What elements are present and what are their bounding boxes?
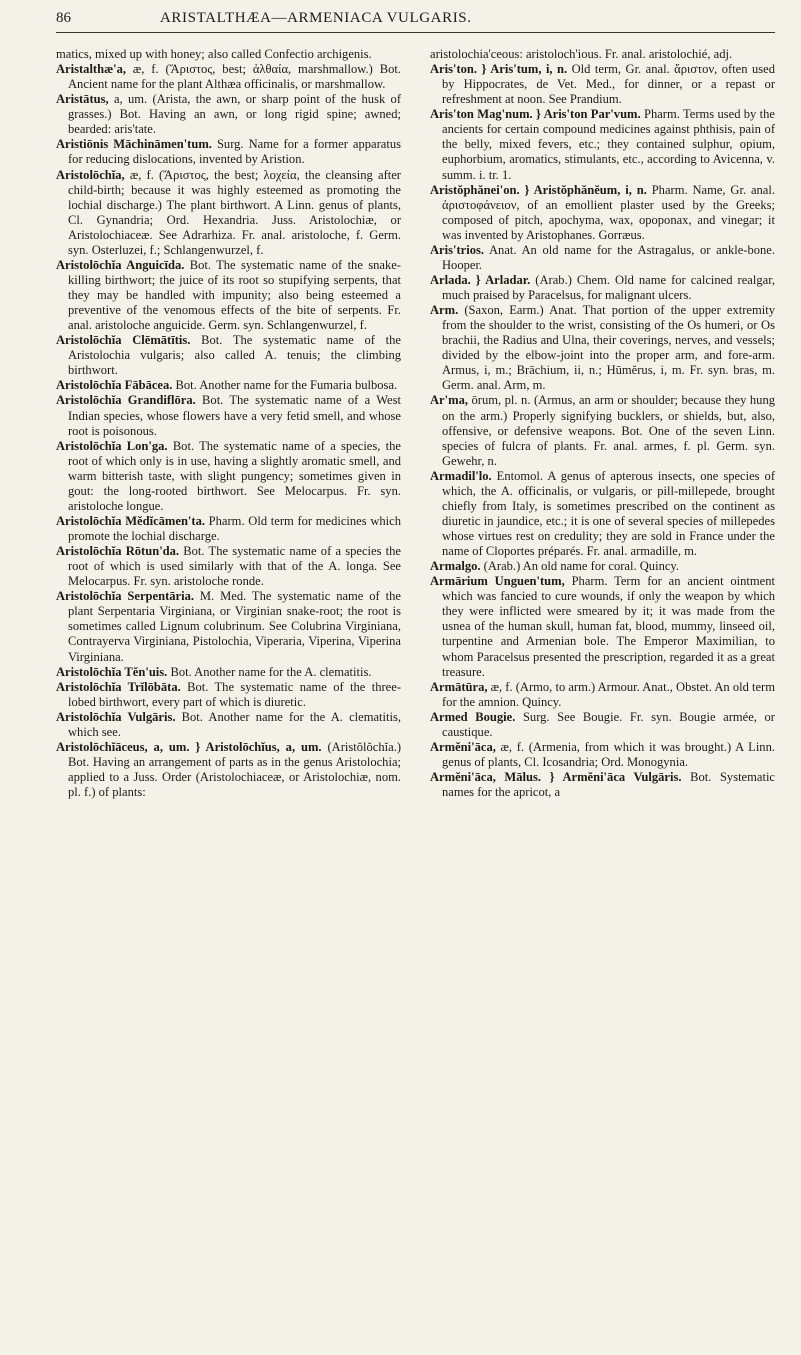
entry-headword: Aristolōchĭa Tĕn'uis. bbox=[56, 664, 168, 679]
dictionary-entry bbox=[56, 92, 401, 137]
entry-definition: Bot. The systematic name of a species, the root of which only is in use, having a slightly aromatic smell, and warm bitterish taste, with slight pungency; sometimes given in gout: the long-rooted birthwort. See Melocarpus. Fr. syn. aristoloche longue. bbox=[68, 438, 401, 513]
dictionary-entry bbox=[56, 168, 401, 258]
entry-headword: Aristolōchĭa Clēmātītis. bbox=[56, 333, 191, 348]
dictionary-entry bbox=[56, 47, 401, 62]
entry-definition: Bot. Another name for the A. clematitis. bbox=[167, 664, 372, 679]
entry-headword: Aristolōchĭa Fābācea. bbox=[56, 378, 173, 393]
entry-headword: Ar'ma, bbox=[430, 393, 468, 408]
entry-headword: Armalgo. bbox=[430, 559, 481, 574]
dictionary-entry bbox=[430, 469, 775, 559]
entry-headword: Aristolōchĭa Lon'ga. bbox=[56, 438, 168, 453]
entry-headword: Aristolōchĭa Mĕdĭcāmen'ta. bbox=[56, 513, 205, 528]
entry-headword: Aristolōchĭa Trĭlōbāta. bbox=[56, 679, 181, 694]
dictionary-entry bbox=[430, 183, 775, 243]
entry-definition: Pharm. Term for an ancient ointment which was fancied to cure wounds, if only the weapon by which they were inflicted were smeared by it; it was made from the usnea of the human skull, human fat, blood, mummy, linseed oil, turpentine and Armenian bole. The Emperor Maximilian, to whom Paracelsus presented the prescription, regarded it as a great treasure. bbox=[442, 574, 776, 679]
right-column bbox=[430, 47, 775, 800]
entry-definition: Bot. Another name for the A. clematitis, which see. bbox=[68, 709, 401, 739]
entry-definition: (Arab.) An old name for coral. Quincy. bbox=[480, 559, 680, 574]
entry-headword: Aris'ton Mag'num. } Aris'ton Par'vum. bbox=[430, 107, 641, 122]
entry-definition: Pharm. Name, Gr. anal. ἀριστοφάνειον, of an emollient plaster used by the Greeks; composed of pitch, apochyma, wax, opoponax, and vinegar; it was invented by Aristophanes. Gorræus. bbox=[442, 182, 775, 242]
dictionary-entry bbox=[430, 710, 775, 740]
dictionary-entry bbox=[56, 544, 401, 589]
dictionary-entry bbox=[56, 514, 401, 544]
entry-definition: æ, f. (Ἄριστος, best; ἀλθαία, marshmallow.) Bot. Ancient name for the plant Althæa officinalis, or marshmallow. bbox=[68, 62, 401, 92]
entry-definition: Entomol. A genus of apterous insects, one species of which, the A. officinalis, or vulgaris, or pill-millepede, brought chiefly from Italy, is sometimes prescribed on the continent as diuretic in jaundice, etc.; it is one of several species of millepedes whose virtues rest on credulity; they are sold in France under the name of Cloportes préparés. Fr. anal. armadille, m. bbox=[442, 468, 775, 559]
entry-headword: Aristŏphănei'on. } Aristŏphănĕum, i, n. bbox=[430, 182, 647, 197]
entry-headword: Aris'ton. } Aris'tum, i, n. bbox=[430, 62, 568, 77]
entry-definition: Surg. See Bougie. Fr. syn. Bougie armée, or caustique. bbox=[442, 709, 775, 739]
entry-headword: Armĕni'āca, bbox=[430, 739, 496, 754]
dictionary-entry bbox=[430, 680, 775, 710]
entry-definition: Old term, Gr. anal. ἄριστον, often used by Hippocrates, de Vet. Med., for dinner, or a repast or refreshment at noon. See Prandium. bbox=[442, 62, 775, 107]
entry-headword: Aristolōchĭa Serpentāria. bbox=[56, 589, 194, 604]
entry-headword: Arlada. } Arladar. bbox=[430, 272, 531, 287]
entry-headword: Arm. bbox=[430, 303, 459, 318]
dictionary-entry bbox=[430, 243, 775, 273]
entry-definition: Bot. The systematic name of the snake-killing birthwort; the juice of its root so stupifying serpents, that they may be handled with impunity; also being esteemed a preventive of the venomous effects of the bite of serpents. Fr. anal. aristoloche anguicide. Germ. syn. Schlangenwurzel, f. bbox=[68, 257, 401, 333]
entry-definition: (Arab.) Chem. Old name for calcined realgar, much praised by Paracelsus, for malignant ulcers. bbox=[442, 272, 776, 302]
entry-definition: Bot. The systematic name of the Aristolochia vulgaris; also called A. tenuis; the climbing birthwort. bbox=[68, 333, 402, 378]
entry-definition: Pharm. Old term for medicines which promote the lochial discharge. bbox=[68, 513, 401, 543]
entry-headword: Aristolōchĭa, bbox=[56, 167, 125, 182]
entry-headword: Aristātus, bbox=[56, 92, 109, 107]
entry-definition: Bot. Another name for the Fumaria bulbosa. bbox=[172, 378, 398, 393]
entry-definition: Bot. The systematic name of a West Indian species, whose flowers have a very fetid smell, and whose root is poisonous. bbox=[68, 393, 401, 438]
entry-definition: (Aristŏlŏchĭa.) Bot. Having an arrangement of parts as in the genus Aristolochia; applied to a Juss. Order (Aristolochiaceæ, or Aristolochiæ, nom. pl. f.) of plants: bbox=[68, 739, 402, 800]
dictionary-entry bbox=[430, 303, 775, 393]
entry-definition: a, um. (Arista, the awn, or sharp point of the husk of grasses.) Bot. Having an awn, or long rigid spine; awned; bearded: aris'tate. bbox=[68, 92, 401, 137]
entry-headword: Armātūra, bbox=[430, 679, 488, 694]
entry-headword: Aristolōchĭāceus, a, um. } Aristolōchĭus, a, um. bbox=[56, 739, 322, 754]
running-title: ARISTALTHÆA—ARMENIACA VULGARIS. bbox=[160, 10, 472, 26]
dictionary-entry bbox=[56, 710, 401, 740]
text-columns bbox=[56, 47, 775, 800]
dictionary-entry bbox=[56, 665, 401, 680]
dictionary-entry bbox=[56, 740, 401, 800]
dictionary-entry bbox=[56, 333, 401, 378]
entry-headword: Armadil'lo. bbox=[430, 468, 492, 483]
dictionary-entry bbox=[430, 393, 775, 468]
entry-headword: Armārium Unguen'tum, bbox=[430, 574, 565, 589]
entry-headword: Armed Bougie. bbox=[430, 709, 516, 724]
entry-definition: Pharm. Terms used by the ancients for certain compound medicines against phthisis, pain of the belly, mixed fevers, etc.; they contained sulphur, opium, euphorbium, aromatics, stimulants, etc., according to Avicenna, v. summ. i. tr. 1. bbox=[442, 107, 775, 182]
dictionary-entry bbox=[430, 574, 775, 679]
dictionary-entry bbox=[56, 393, 401, 438]
entry-definition: ōrum, pl. n. (Armus, an arm or shoulder; because they hung on the arm.) Properly signifying bucklers, or shields, but, also, offensive, or defensive weapons. Bot. One of the seven Linn. species of fulcra of plants. Fr. anal. armes, f. pl. Germ. syn. Gewehr, n. bbox=[442, 393, 775, 468]
dictionary-entry bbox=[430, 62, 775, 107]
entry-definition: matics, mixed up with honey; also called Confectio archigenis. bbox=[56, 47, 372, 61]
entry-definition: (Saxon, Earm.) Anat. That portion of the upper extremity from the shoulder to the wrist, consisting of the Os humeri, or Os brachii, the Radius and Ulna, their coverings, nerves, and vessels; divided by the elbow-joint into the proper arm, and fore-arm. Armus, i, m.; Brāchium, ii, n.; Hūmĕrus, i, m. Fr. syn. bras, m. Germ. anal. Arm, m. bbox=[442, 303, 775, 393]
entry-definition: æ, f. (Ἄριστος, the best; λοχεία, the cleansing after child-birth; because it was highly esteemed as promoting the lochial discharge.) The plant birthwort. A Linn. genus of plants, Cl. Gynandria; Ord. Hexandria. Juss. Aristolochiæ, or Aristolochiaceæ. See Adrarhiza. Fr. anal. aristoloche, f. Germ. syn. Osterluzei, f.; Schlangenwurzel, f. bbox=[68, 167, 401, 257]
dictionary-entry bbox=[430, 559, 775, 574]
dictionary-entry bbox=[430, 273, 775, 303]
dictionary-entry bbox=[56, 137, 401, 167]
running-head bbox=[56, 10, 775, 33]
dictionary-entry bbox=[56, 62, 401, 92]
dictionary-entry bbox=[56, 439, 401, 514]
dictionary-entry bbox=[56, 589, 401, 664]
entry-headword: Aristolōchĭa Grandiflōra. bbox=[56, 393, 196, 408]
entry-definition: Bot. The systematic name of a species the root of which is used similarly with that of the A. longa. See Melocarpus. Fr. syn. aristoloche ronde. bbox=[68, 544, 401, 589]
dictionary-entry bbox=[430, 107, 775, 182]
entry-definition: æ, f. (Armo, to arm.) Armour. Anat., Obstet. An old term for the amnion. Quincy. bbox=[442, 679, 775, 709]
dictionary-entry bbox=[56, 680, 401, 710]
dictionary-entry bbox=[430, 47, 775, 62]
dictionary-entry bbox=[430, 770, 775, 800]
entry-definition: aristolochia'ceous: aristoloch'ious. Fr. anal. aristolochié, adj. bbox=[430, 47, 733, 61]
entry-definition: Surg. Name for a former apparatus for reducing dislocations, invented by Aristion. bbox=[68, 137, 401, 167]
entry-headword: Aristolōchĭa Anguicīda. bbox=[56, 257, 185, 272]
entry-definition: æ, f. (Armenia, from which it was brought.) A Linn. genus of plants, Cl. Icosandria; Ord. Monogynia. bbox=[442, 739, 775, 769]
entry-headword: Aristiōnis Māchināmen'tum. bbox=[56, 137, 212, 152]
entry-definition: Anat. An old name for the Astragalus, or ankle-bone. Hooper. bbox=[442, 242, 775, 272]
entry-definition: Bot. The systematic name of the three-lobed birthwort, every part of which is diuretic. bbox=[68, 679, 401, 709]
dictionary-entry bbox=[56, 378, 401, 393]
left-column bbox=[56, 47, 401, 800]
entry-headword: Armĕni'āca, Mālus. } Armĕni'āca Vulgāris. bbox=[430, 770, 682, 784]
entry-headword: Aristolōchĭa Rōtun'da. bbox=[56, 544, 180, 559]
entry-headword: Aristalthæ'a, bbox=[56, 62, 127, 77]
dictionary-entry bbox=[56, 258, 401, 333]
entry-definition: Bot. Systematic names for the apricot, a bbox=[442, 770, 775, 800]
entry-headword: Aristolōchĭa Vulgāris. bbox=[56, 709, 176, 724]
entry-definition: M. Med. The systematic name of the plant Serpentaria Virginiana, or Virginian snake-root; the root is sometimes called Lignum colubrinum. See Colubrina Virginiana, Contrayerva Virginiana, Pistolochia, Viperaria, Viperina, Viperina Virginiana. bbox=[68, 589, 401, 664]
page-number: 86 bbox=[56, 10, 71, 26]
dictionary-entry bbox=[430, 740, 775, 770]
entry-headword: Aris'trios. bbox=[430, 242, 485, 257]
